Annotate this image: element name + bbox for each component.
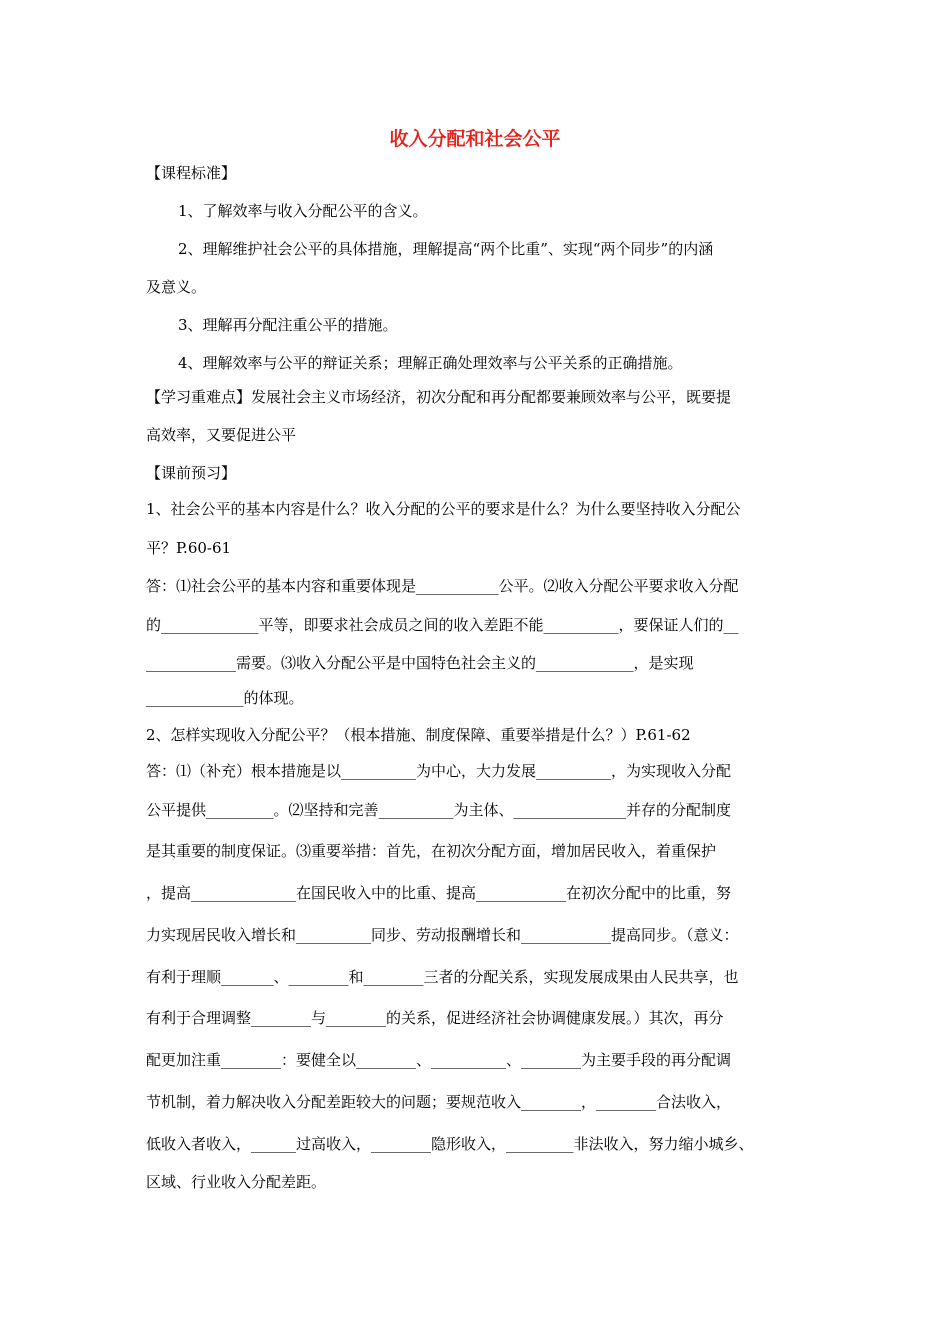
answer-1-line-1: 答：⑴社会公平的基本内容和重要体现是___________公平。⑵收入分配公平要求收入分配 — [146, 577, 739, 595]
answer-2-line-2: 公平提供_________。⑵坚持和完善__________为主体、_______________并存的分配制度 — [146, 801, 732, 819]
section-heading-standards: 【课程标准】 — [146, 164, 237, 182]
answer-2-line-9: 节机制，着力解决收入分配差距较大的问题；要规范收入________，________合法收入， — [146, 1093, 732, 1111]
answer-2-line-3: 是其重要的制度保证。⑶重要举措：首先，在初次分配方面，增加居民收入，着重保护 — [146, 842, 717, 860]
standard-item-4: 4、理解效率与公平的辩证关系；理解正确处理效率与公平关系的正确措施。 — [178, 354, 683, 372]
section-heading-preview: 【课前预习】 — [146, 464, 237, 482]
question-1: 1、社会公平的基本内容是什么？收入分配的公平的要求是什么？为什么要坚持收入分配公 — [146, 500, 741, 518]
question-2: 2、怎样实现收入分配公平？（根本措施、制度保障、重要举措是什么？）P.61-62 — [146, 726, 691, 744]
answer-1-line-4: _____________的体现。 — [146, 689, 304, 707]
answer-2-line-1: 答：⑴（补充）根本措施是以__________为中心，大力发展__________，为实现收入分配 — [146, 762, 732, 780]
standard-item-1: 1、了解效率与收入分配公平的含义。 — [178, 202, 428, 220]
answer-1-line-3: ____________需要。⑶收入分配公平是中国特色社会主义的_____________，是实现 — [146, 654, 694, 672]
question-1-cont: 平？P.60-61 — [146, 539, 232, 557]
answer-2-line-7: 有利于合理调整________与________的关系，促进经济社会协调健康发展。）其次，再分 — [146, 1009, 724, 1027]
answer-2-line-5: 力实现居民收入增长和__________同步、劳动报酬增长和____________提高同步。（意义： — [146, 926, 739, 944]
page-title: 收入分配和社会公平 — [389, 128, 561, 150]
standard-item-3: 3、理解再分配注重公平的措施。 — [178, 316, 398, 334]
standard-item-2-cont: 及意义。 — [146, 278, 207, 296]
answer-2-line-4: ，提高______________在国民收入中的比重、提高____________在初次分配中的比重，努 — [146, 884, 732, 902]
answer-2-line-6: 有利于理顺_______、________和________三者的分配关系，实现发展成果由人民共享，也 — [146, 968, 739, 986]
answer-2-line-10: 低收入者收入，______过高收入，________隐形收入，_________非法收入，努力缩小城乡、 — [146, 1135, 754, 1153]
standard-item-2: 2、理解维护社会公平的具体措施，理解提高“两个比重”、实现“两个同步”的内涵 — [178, 240, 714, 258]
key-points-cont: 高效率，又要促进公平 — [146, 426, 297, 444]
answer-2-line-8: 配更加注重________：要健全以________、__________、________为主要手段的再分配调 — [146, 1051, 732, 1069]
answer-2-line-11: 区域、行业收入分配差距。 — [146, 1173, 327, 1191]
answer-1-line-2: 的_____________平等，即要求社会成员之间的收入差距不能__________，要保证人们的__ — [146, 616, 739, 634]
key-points: 【学习重难点】发展社会主义市场经济，初次分配和再分配都要兼顾效率与公平，既要提 — [146, 388, 732, 406]
